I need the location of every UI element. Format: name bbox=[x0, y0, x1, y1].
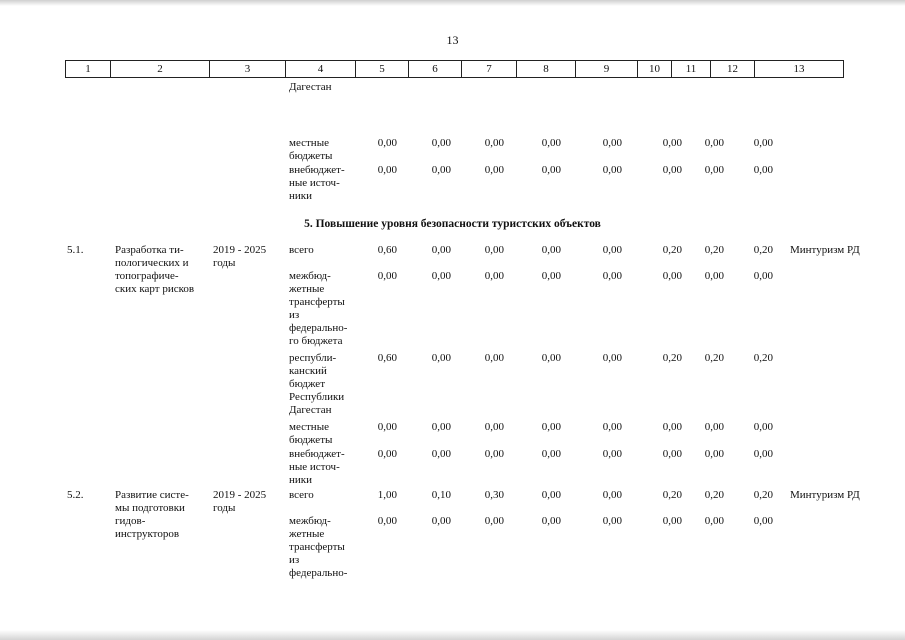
scan-shadow-bottom bbox=[0, 630, 905, 640]
amount-cell: 0,20 bbox=[704, 352, 724, 364]
item-period-line: 2019 - 2025 bbox=[213, 489, 267, 501]
item-name-line: Развитие систе- bbox=[115, 489, 189, 501]
scan-shadow-top bbox=[0, 0, 905, 6]
amount-cell: 0,00 bbox=[377, 164, 397, 176]
amount-cell: 0,00 bbox=[753, 421, 773, 433]
funding-source-label: бюджеты bbox=[289, 434, 333, 446]
amount-cell: 0,00 bbox=[377, 137, 397, 149]
amount-cell: 0,00 bbox=[431, 137, 451, 149]
funding-source-label: жетные bbox=[289, 528, 325, 540]
funding-source-label: ные источ- bbox=[289, 177, 340, 189]
amount-cell: 0,00 bbox=[541, 244, 561, 256]
amount-cell: 0,00 bbox=[662, 137, 682, 149]
funding-source-label: федерально- bbox=[289, 567, 348, 579]
amount-cell: 1,00 bbox=[377, 489, 397, 501]
amount-cell: 0,00 bbox=[377, 270, 397, 282]
amount-cell: 0,00 bbox=[484, 270, 504, 282]
amount-cell: 0,00 bbox=[704, 137, 724, 149]
amount-cell: 0,00 bbox=[753, 515, 773, 527]
amount-cell: 0,00 bbox=[484, 352, 504, 364]
column-number-8: 8 bbox=[517, 61, 576, 78]
funding-source-label: го бюджета bbox=[289, 335, 343, 347]
item-executor: Минтуризм РД bbox=[790, 489, 860, 501]
funding-source-label: ники bbox=[289, 474, 313, 486]
funding-source-label: всего bbox=[289, 244, 314, 256]
funding-source-label: ные источ- bbox=[289, 461, 340, 473]
amount-cell: 0,00 bbox=[602, 164, 622, 176]
amount-cell: 0,00 bbox=[662, 164, 682, 176]
funding-source-label: трансферты bbox=[289, 541, 345, 553]
item-name-line: ских карт рисков bbox=[115, 283, 195, 295]
column-number-13: 13 bbox=[755, 61, 844, 78]
column-number-5: 5 bbox=[356, 61, 409, 78]
funding-source-label: жетные bbox=[289, 283, 325, 295]
amount-cell: 0,20 bbox=[662, 244, 682, 256]
amount-cell: 0,00 bbox=[541, 448, 561, 460]
amount-cell: 0,20 bbox=[753, 244, 773, 256]
amount-cell: 0,00 bbox=[484, 448, 504, 460]
item-number: 5.2. bbox=[67, 489, 84, 501]
funding-source-label: из bbox=[289, 309, 300, 321]
amount-cell: 0,00 bbox=[602, 489, 622, 501]
funding-source-label: местные bbox=[289, 137, 329, 149]
amount-cell: 0,00 bbox=[431, 244, 451, 256]
section-title: 5. Повышение уровня безопасности туристских объектов bbox=[304, 218, 601, 230]
amount-cell: 0,00 bbox=[431, 352, 451, 364]
amount-cell: 0,00 bbox=[541, 137, 561, 149]
funding-source-label: федерально- bbox=[289, 322, 348, 334]
amount-cell: 0,00 bbox=[377, 421, 397, 433]
column-number-6: 6 bbox=[409, 61, 462, 78]
amount-cell: 0,00 bbox=[602, 448, 622, 460]
amount-cell: 0,20 bbox=[704, 489, 724, 501]
column-number-10: 10 bbox=[638, 61, 672, 78]
amount-cell: 0,00 bbox=[602, 352, 622, 364]
item-period-line: 2019 - 2025 bbox=[213, 244, 267, 256]
amount-cell: 0,00 bbox=[602, 244, 622, 256]
column-number-1: 1 bbox=[66, 61, 111, 78]
funding-source-label: бюджеты bbox=[289, 150, 333, 162]
amount-cell: 0,00 bbox=[431, 448, 451, 460]
amount-cell: 0,00 bbox=[704, 421, 724, 433]
column-number-4: 4 bbox=[286, 61, 356, 78]
amount-cell: 0,00 bbox=[753, 270, 773, 282]
amount-cell: 0,00 bbox=[602, 137, 622, 149]
amount-cell: 0,00 bbox=[484, 515, 504, 527]
funding-source-label: канский bbox=[289, 365, 327, 377]
funding-source-label: всего bbox=[289, 489, 314, 501]
amount-cell: 0,00 bbox=[431, 270, 451, 282]
page-number: 13 bbox=[446, 33, 459, 47]
funding-source-label: трансферты bbox=[289, 296, 345, 308]
amount-cell: 0,00 bbox=[662, 270, 682, 282]
amount-cell: 0,00 bbox=[541, 489, 561, 501]
amount-cell: 0,00 bbox=[602, 421, 622, 433]
amount-cell: 0,00 bbox=[602, 515, 622, 527]
amount-cell: 0,00 bbox=[753, 448, 773, 460]
funding-source-label: республи- bbox=[289, 352, 337, 364]
amount-cell: 0,00 bbox=[704, 164, 724, 176]
amount-cell: 0,00 bbox=[753, 137, 773, 149]
funding-source-label: Дагестан bbox=[289, 404, 332, 416]
amount-cell: 0,00 bbox=[484, 244, 504, 256]
funding-source-label: внебюджет- bbox=[289, 164, 345, 176]
amount-cell: 0,10 bbox=[431, 489, 451, 501]
amount-cell: 0,00 bbox=[541, 352, 561, 364]
amount-cell: 0,30 bbox=[484, 489, 504, 501]
item-number: 5.1. bbox=[67, 244, 84, 256]
funding-source-label: ники bbox=[289, 190, 313, 202]
amount-cell: 0,00 bbox=[484, 164, 504, 176]
item-period-line: годы bbox=[213, 502, 236, 514]
column-number-12: 12 bbox=[711, 61, 755, 78]
amount-cell: 0,00 bbox=[541, 270, 561, 282]
amount-cell: 0,00 bbox=[541, 515, 561, 527]
amount-cell: 0,00 bbox=[431, 164, 451, 176]
item-period-line: годы bbox=[213, 257, 236, 269]
amount-cell: 0,00 bbox=[484, 137, 504, 149]
item-name-line: инструкторов bbox=[115, 528, 180, 540]
funding-source-label: бюджет bbox=[289, 378, 325, 390]
column-number-9: 9 bbox=[576, 61, 638, 78]
amount-cell: 0,00 bbox=[484, 421, 504, 433]
amount-cell: 0,60 bbox=[377, 244, 397, 256]
item-name-line: пологических и bbox=[115, 257, 189, 269]
amount-cell: 0,00 bbox=[753, 164, 773, 176]
column-number-2: 2 bbox=[111, 61, 210, 78]
amount-cell: 0,20 bbox=[704, 244, 724, 256]
amount-cell: 0,00 bbox=[602, 270, 622, 282]
amount-cell: 0,00 bbox=[377, 448, 397, 460]
item-name-line: Разработка ти- bbox=[115, 244, 184, 256]
amount-cell: 0,20 bbox=[753, 489, 773, 501]
continuation-text: Дагестан bbox=[289, 81, 332, 93]
column-number-11: 11 bbox=[672, 61, 711, 78]
amount-cell: 0,00 bbox=[704, 270, 724, 282]
funding-source-label: Республики bbox=[289, 391, 345, 403]
amount-cell: 0,00 bbox=[431, 421, 451, 433]
amount-cell: 0,00 bbox=[662, 515, 682, 527]
column-number-3: 3 bbox=[210, 61, 286, 78]
funding-source-label: из bbox=[289, 554, 300, 566]
amount-cell: 0,20 bbox=[753, 352, 773, 364]
item-executor: Минтуризм РД bbox=[790, 244, 860, 256]
item-name-line: топографиче- bbox=[115, 270, 179, 282]
amount-cell: 0,00 bbox=[662, 448, 682, 460]
item-name-line: гидов- bbox=[115, 515, 146, 527]
amount-cell: 0,00 bbox=[541, 421, 561, 433]
amount-cell: 0,60 bbox=[377, 352, 397, 364]
funding-source-label: межбюд- bbox=[289, 270, 331, 282]
item-name-line: мы подготовки bbox=[115, 502, 185, 514]
funding-source-label: межбюд- bbox=[289, 515, 331, 527]
amount-cell: 0,20 bbox=[662, 352, 682, 364]
amount-cell: 0,00 bbox=[377, 515, 397, 527]
amount-cell: 0,00 bbox=[431, 515, 451, 527]
column-header-row bbox=[65, 60, 844, 78]
amount-cell: 0,00 bbox=[704, 515, 724, 527]
amount-cell: 0,00 bbox=[541, 164, 561, 176]
amount-cell: 0,00 bbox=[662, 421, 682, 433]
amount-cell: 0,00 bbox=[704, 448, 724, 460]
column-number-7: 7 bbox=[462, 61, 517, 78]
funding-source-label: внебюджет- bbox=[289, 448, 345, 460]
funding-source-label: местные bbox=[289, 421, 329, 433]
amount-cell: 0,20 bbox=[662, 489, 682, 501]
